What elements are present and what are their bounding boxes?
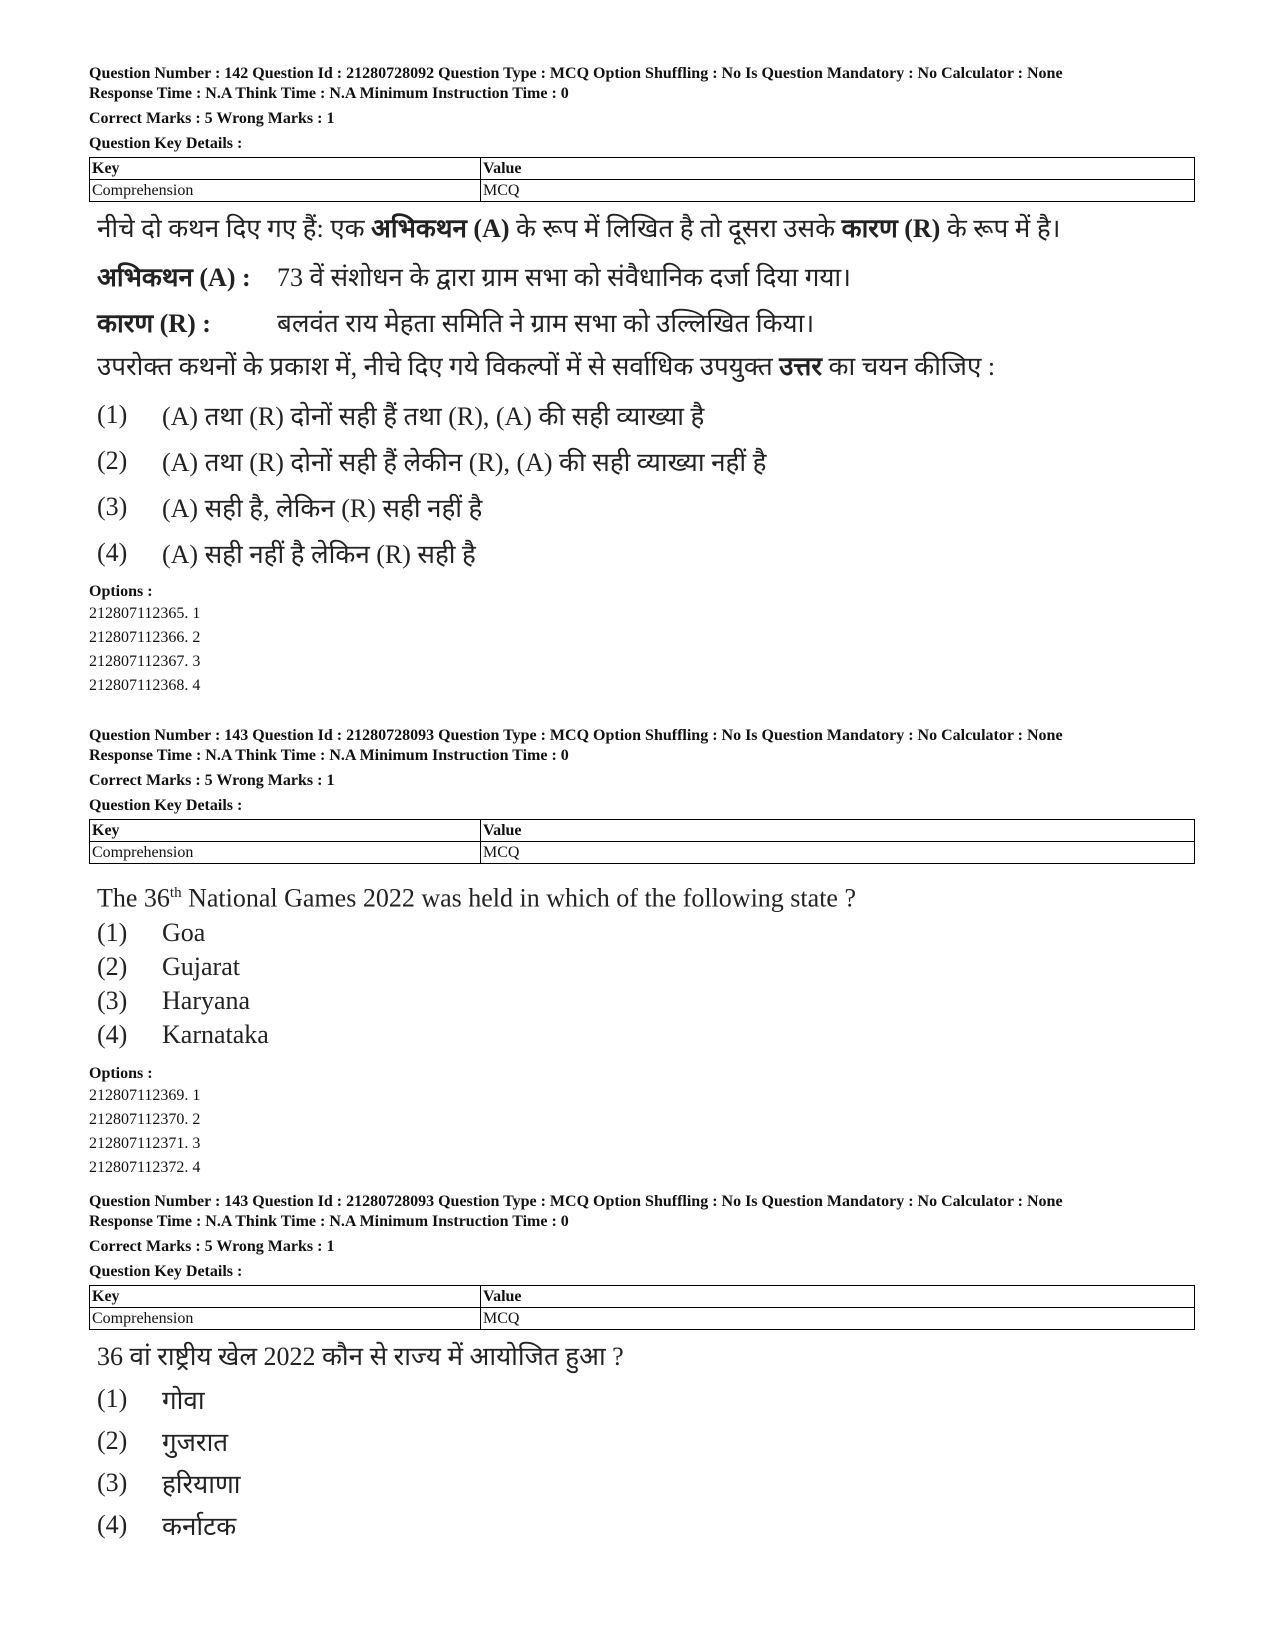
instruction-text: का चयन कीजिए :	[828, 352, 996, 381]
question-block-143-hindi	[89, 1192, 1195, 1546]
option-id-line: 212807112367. 3	[89, 653, 201, 670]
table-cell-key: Comprehension	[90, 180, 481, 202]
choice-text: Haryana	[162, 985, 251, 1015]
table-cell-key: Comprehension	[90, 1308, 481, 1330]
choice-number: (1)	[97, 1384, 128, 1413]
choice-text: (A) सही है, लेकिन (R) सही नहीं है	[162, 494, 483, 523]
choice-text: गुजरात	[162, 1428, 229, 1457]
response-time-line: Response Time : N.A Think Time : N.A Minimum Instruction Time : 0	[89, 85, 569, 102]
key-details-table	[89, 819, 1195, 864]
choice-text: (A) तथा (R) दोनों सही हैं लेकीन (R), (A) की सही व्याख्या नहीं है	[162, 448, 767, 477]
instruction-bold: उत्तर	[779, 352, 822, 381]
choice-number: (1)	[97, 917, 128, 947]
choice-text: Goa	[162, 917, 206, 947]
choice-list	[89, 392, 1195, 576]
choice-item	[97, 484, 1195, 530]
key-details-table	[89, 157, 1195, 202]
choice-number: (3)	[97, 985, 128, 1015]
question-stem: 36 वां राष्ट्रीय खेल 2022 कौन से राज्य में आयोजित हुआ ?	[97, 1342, 624, 1371]
choice-item	[97, 438, 1195, 484]
question-header: Question Number : 142 Question Id : 21280728092 Question Type : MCQ Option Shuffling : No Is Question Mandatory : No Calculator : None	[89, 65, 1063, 82]
table-header-row	[90, 158, 1195, 180]
marks-line: Correct Marks : 5 Wrong Marks : 1	[89, 110, 335, 127]
question-header: Question Number : 143 Question Id : 21280728093 Question Type : MCQ Option Shuffling : No Is Question Mandatory : No Calculator : None	[89, 727, 1063, 744]
choice-item	[97, 1018, 1195, 1052]
choice-text: हरियाणा	[162, 1470, 241, 1499]
table-cell-value: MCQ	[481, 1308, 1195, 1330]
intro-text: के रूप में है।	[946, 214, 1061, 243]
table-header-value: Value	[481, 820, 1195, 842]
choice-item	[97, 1420, 1195, 1462]
choice-list	[89, 1378, 1195, 1546]
choice-number: (4)	[97, 1510, 128, 1539]
choice-item	[97, 1462, 1195, 1504]
choice-text: गोवा	[162, 1386, 205, 1415]
marks-line: Correct Marks : 5 Wrong Marks : 1	[89, 1238, 335, 1255]
question-intro	[97, 212, 1195, 246]
stem-superscript: th	[169, 885, 182, 901]
choice-text: Karnataka	[162, 1019, 269, 1049]
reason-label: कारण (R) :	[97, 309, 211, 338]
choice-item	[97, 916, 1195, 950]
key-details-title: Question Key Details :	[89, 135, 243, 152]
option-id-line: 212807112366. 2	[89, 629, 201, 646]
option-id-line: 212807112370. 2	[89, 1110, 201, 1128]
table-header-key: Key	[90, 158, 481, 180]
option-id-line: 212807112365. 1	[89, 605, 201, 622]
choice-number: (2)	[97, 951, 128, 981]
option-id-line: 212807112371. 3	[89, 1134, 201, 1152]
instruction-line	[97, 350, 1195, 384]
choice-list	[89, 916, 1195, 1052]
choice-number: (4)	[97, 538, 128, 567]
table-header-row	[90, 1286, 1195, 1308]
choice-number: (2)	[97, 446, 128, 475]
response-time-line: Response Time : N.A Think Time : N.A Minimum Instruction Time : 0	[89, 1213, 569, 1230]
choice-number: (1)	[97, 400, 128, 429]
option-id-line: 212807112372. 4	[89, 1158, 201, 1176]
choice-item	[97, 530, 1195, 576]
table-cell-value: MCQ	[481, 180, 1195, 202]
choice-item	[97, 392, 1195, 438]
assertion-row	[97, 258, 1195, 294]
table-row	[90, 842, 1195, 864]
question-stem	[97, 876, 1195, 916]
stem-text: National Games 2022 was held in which of the following state ?	[181, 883, 856, 913]
table-header-value: Value	[481, 1286, 1195, 1308]
option-id-line: 212807112368. 4	[89, 677, 201, 694]
response-time-line: Response Time : N.A Think Time : N.A Minimum Instruction Time : 0	[89, 747, 569, 764]
table-cell-value: MCQ	[481, 842, 1195, 864]
options-list	[89, 602, 1195, 698]
choice-item	[97, 1378, 1195, 1420]
option-id-line: 212807112369. 1	[89, 1086, 201, 1104]
choice-number: (2)	[97, 1426, 128, 1455]
instruction-text: उपरोक्त कथनों के प्रकाश में, नीचे दिए गये विकल्पों में से सर्वाधिक उपयुक्त	[97, 352, 773, 381]
choice-item	[97, 984, 1195, 1018]
table-row	[90, 180, 1195, 202]
key-details-title: Question Key Details :	[89, 1263, 243, 1280]
table-cell-key: Comprehension	[90, 842, 481, 864]
question-block-143-english	[89, 726, 1195, 1180]
choice-item	[97, 1504, 1195, 1546]
intro-bold-reason: कारण (R)	[841, 214, 941, 243]
stem-text: The 36	[97, 883, 170, 913]
table-header-key: Key	[90, 1286, 481, 1308]
marks-line: Correct Marks : 5 Wrong Marks : 1	[89, 772, 335, 789]
intro-bold-assertion: अभिकथन (A)	[371, 214, 510, 243]
table-header-key: Key	[90, 820, 481, 842]
assertion-label: अभिकथन (A) :	[97, 263, 251, 292]
table-header-value: Value	[481, 158, 1195, 180]
options-title: Options :	[89, 583, 153, 600]
reason-text: बलवंत राय मेहता समिति ने ग्राम सभा को उल्लिखित किया।	[277, 309, 815, 338]
table-header-row	[90, 820, 1195, 842]
key-details-table	[89, 1285, 1195, 1330]
key-details-title: Question Key Details :	[89, 797, 243, 814]
choice-item	[97, 950, 1195, 984]
choice-text: Gujarat	[162, 951, 240, 981]
choice-number: (3)	[97, 492, 128, 521]
choice-number: (4)	[97, 1019, 128, 1049]
options-list	[89, 1084, 1195, 1180]
intro-text: नीचे दो कथन दिए गए हैं: एक	[97, 214, 365, 243]
question-block-142	[89, 64, 1195, 698]
question-header: Question Number : 143 Question Id : 21280728093 Question Type : MCQ Option Shuffling : No Is Question Mandatory : No Calculator : None	[89, 1193, 1063, 1210]
choice-text: कर्नाटक	[162, 1512, 237, 1541]
choice-text: (A) सही नहीं है लेकिन (R) सही है	[162, 540, 476, 569]
reason-row	[97, 304, 1195, 340]
choice-number: (3)	[97, 1468, 128, 1497]
choice-text: (A) तथा (R) दोनों सही हैं तथा (R), (A) की सही व्याख्या है	[162, 402, 705, 431]
table-row	[90, 1308, 1195, 1330]
options-title: Options :	[89, 1064, 153, 1082]
assertion-text: 73 वें संशोधन के द्वारा ग्राम सभा को संवैधानिक दर्जा दिया गया।	[277, 263, 852, 292]
intro-text: के रूप में लिखित है तो दूसरा उसके	[516, 214, 836, 243]
